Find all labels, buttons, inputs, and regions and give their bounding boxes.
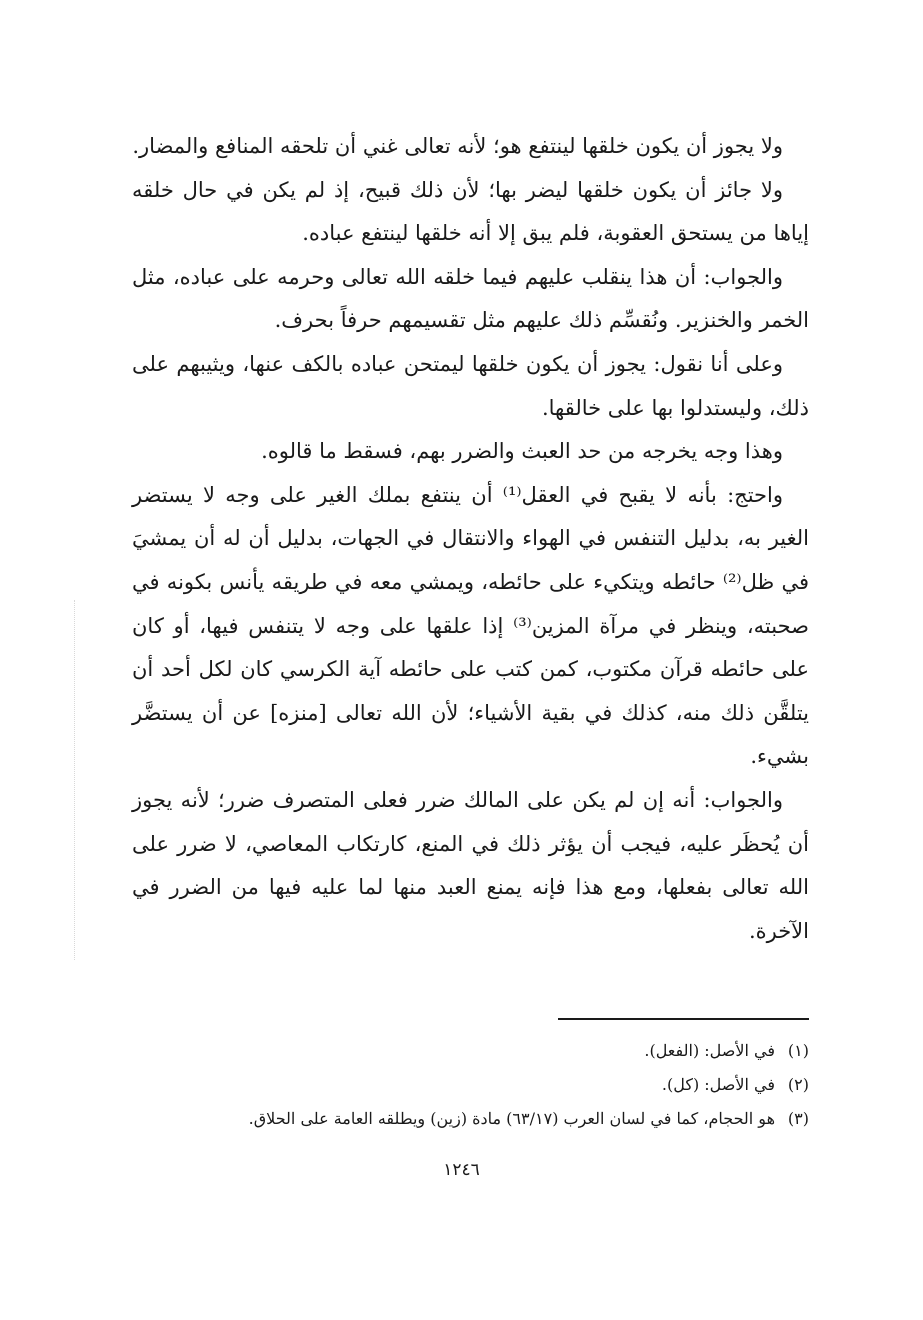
page-number: ١٢٤٦ [443, 1160, 480, 1180]
paragraph: والجواب: أنه إن لم يكن على المالك ضرر فعلى المتصرف ضرر؛ لأنه يجوز أن يُحظَر عليه، فيجب أن يؤثر ذلك في المنع، كارتكاب المعاصي، لا ضرر على الله تعالى بفعلها، ومع هذا فإنه يمنع العبد منها لما عليه فيها من الضرر في الآخرة. [132, 787, 809, 943]
footnote-text: في الأصل: (كل). [661, 1075, 775, 1094]
paragraph: وهذا وجه يخرجه من حد العبث والضرر بهم، فسقط ما قالوه. [261, 439, 783, 464]
footnote-number: (١) [787, 1041, 809, 1060]
footnotes [132, 1034, 809, 1136]
footnote-number: (٣) [787, 1109, 809, 1128]
paragraph: والجواب: أن هذا ينقلب عليهم فيما خلقه الله تعالى وحرمه على عباده، مثل الخمر والخنزير. ونُقسِّم ذلك عليهم مثل تقسيمهم حرفاً بحرف. [132, 264, 809, 333]
paragraph: ولا يجوز أن يكون خلقها لينتفع هو؛ لأنه تعالى غني أن تلحقه المنافع والمضار. [132, 134, 783, 158]
footnote-text: في الأصل: (الفعل). [644, 1041, 775, 1060]
scan-margin-mark [74, 600, 75, 960]
footnote-item [132, 1102, 809, 1136]
paragraph: ولا جائز أن يكون خلقها ليضر بها؛ لأن ذلك قبيح، إذ لم يكن في حال خلقه إياها من يستحق العقوبة، فلم يبق إلا أنه خلقها لينتفع عباده. [132, 177, 809, 246]
paragraph: وعلى أنا نقول: يجوز أن يكون خلقها ليمتحن عباده بالكف عنها، ويثيبهم على ذلك، وليستدلوا بها على خالقها. [132, 351, 809, 420]
footnote-number: (٢) [787, 1075, 809, 1094]
footnote-divider [558, 1018, 809, 1020]
footnote-text: هو الحجام، كما في لسان العرب (٦٣/١٧) مادة (زين) ويطلقه العامة على الحلاق. [248, 1109, 775, 1128]
main-text [132, 125, 809, 953]
paragraph: واحتج: بأنه لا يقبح في العقل⁽¹⁾ أن ينتفع بملك الغير على وجه لا يستضر الغير به، بدليل التنفس في الهواء والانتقال في الجهات، بدليل أن له أن يمشيَ في ظل⁽²⁾ حائطه ويتكيء على حائطه، ويمشي معه في طريقه يأنس بكونه في صحبته، وينظر في مرآة المزين⁽³⁾ إذا علقها على وجه لا يتنفس فيها، أو كان على حائطه قرآن مكتوب، كمن كتب على حائطه آية الكرسي كان لكل أحد أن يتلقَّن ذلك منه، كذلك في بقية الأشياء؛ لأن الله تعالى [منزه] عن أن يستضَّر بشيء. [132, 482, 809, 769]
footnote-item [132, 1034, 809, 1068]
footnote-item [132, 1068, 809, 1102]
